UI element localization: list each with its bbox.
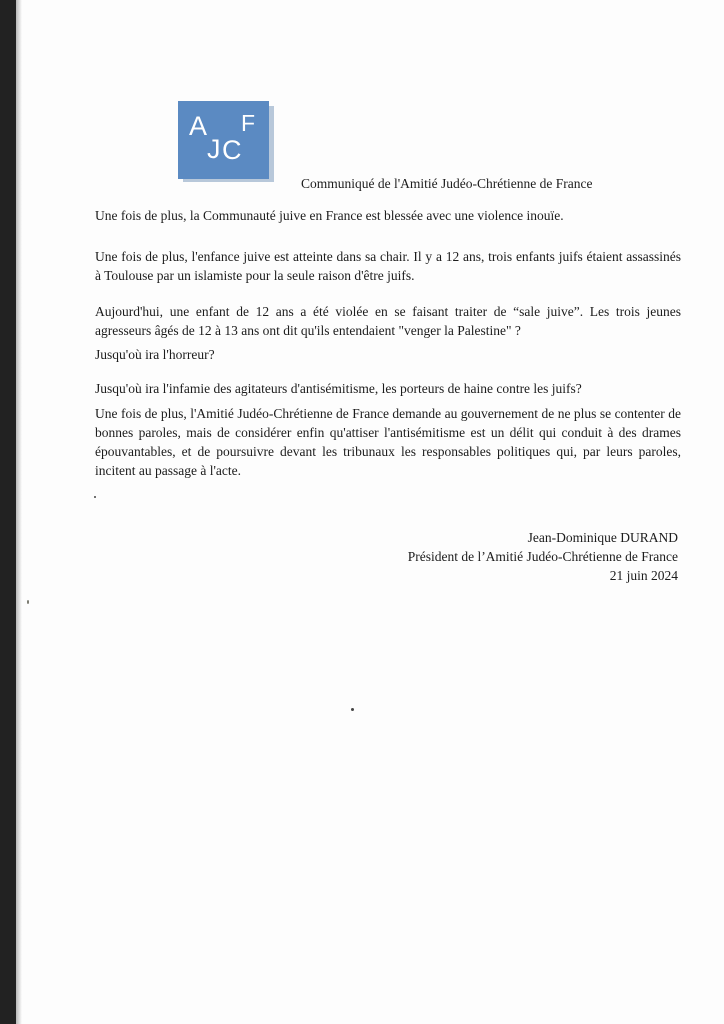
document-heading: Communiqué de l'Amitié Judéo-Chrétienne de France [301, 176, 593, 191]
paragraph-5: Jusqu'où ira l'infamie des agitateurs d'antisémitisme, les porteurs de haine contre les juifs? [95, 381, 582, 396]
logo-letter-c: C [222, 135, 242, 165]
scan-edge-shadow [16, 0, 22, 1024]
signature-name: Jean-Dominique DURAND [527, 530, 678, 545]
ajcf-logo [178, 101, 269, 179]
logo-letter-j: J [207, 134, 221, 164]
scan-speck [27, 600, 29, 604]
paragraph-6: Une fois de plus, l'Amitié Judéo-Chrétienne de France demande au gouvernement de ne plus se contenter de bonnes paroles, mais de considérer enfin qu'attiser l'antisémitisme est un délit qui conduit à des drames épouvantables, et de poursuivre devant les tribunaux les responsables politiques qui, par leurs paroles, incitent au passage à l'acte. [95, 406, 681, 478]
paragraph-4: Jusqu'où ira l'horreur? [95, 347, 215, 362]
logo-letter-f: F [241, 110, 256, 136]
paragraph-2: Une fois de plus, l'enfance juive est atteinte dans sa chair. Il y a 12 ans, trois enfants juifs étaient assassinés à Toulouse par un islamiste pour la seule raison d'être juifs. [95, 249, 681, 283]
scan-speck [94, 496, 96, 498]
scan-left-edge [0, 0, 16, 1024]
signature-date: 21 juin 2024 [609, 568, 678, 583]
logo-letter-a: A [189, 111, 208, 141]
signature-title: Président de l’Amitié Judéo-Chrétienne de France [407, 549, 678, 564]
paragraph-1: Une fois de plus, la Communauté juive en France est blessée avec une violence inouïe. [95, 208, 564, 223]
paragraph-3: Aujourd'hui, une enfant de 12 ans a été violée en se faisant traiter de “sale juive”. Les trois jeunes agresseurs âgés de 12 à 13 ans ont dit qu'ils entendaient "venger la Palestine" ? [95, 304, 681, 338]
scan-speck [351, 708, 354, 711]
